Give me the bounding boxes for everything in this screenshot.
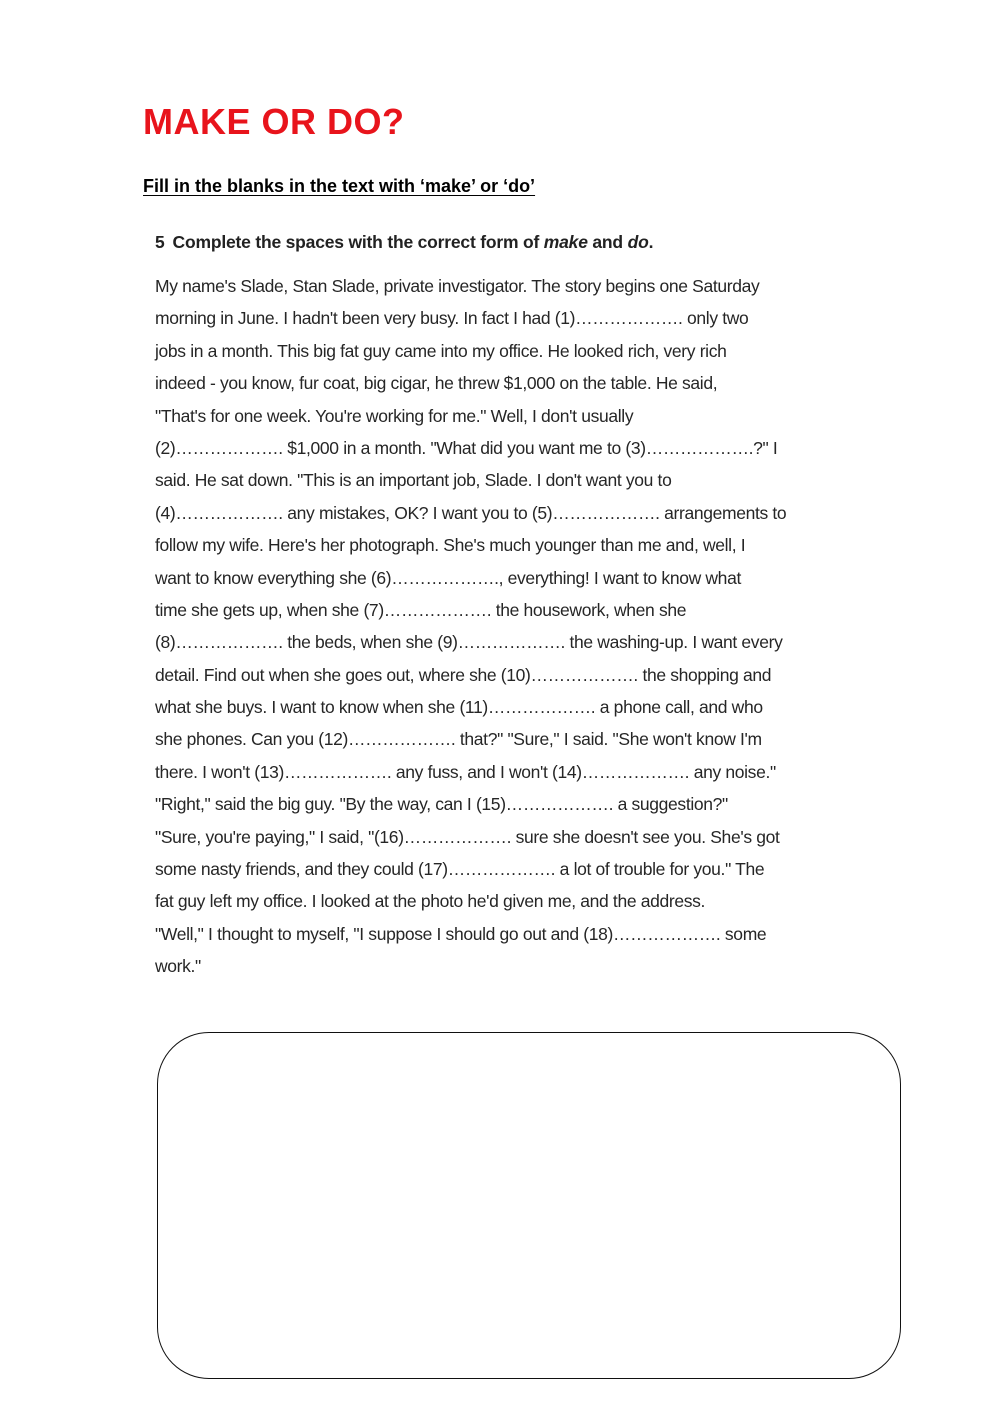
story-line: work." xyxy=(155,956,201,977)
story-line: (4)………………. any mistakes, OK? I want you to (5)………………. arrangements to xyxy=(155,502,787,523)
story-line: detail. Find out when she goes out, where she (10)………………. the shopping and xyxy=(155,664,772,685)
story-line: want to know everything she (6)………………., everything! I want to know what xyxy=(155,567,741,588)
story-line: some nasty friends, and they could (17)………………. a lot of trouble for you." The xyxy=(155,859,765,880)
story-line: (8)………………. the beds, when she (9)………………. the washing-up. I want every xyxy=(155,632,783,653)
story-line: "Well," I thought to myself, "I suppose I should go out and (18)………………. some xyxy=(155,923,767,944)
instruction-text: Fill in the blanks in the text with ‘make’ or ‘do’ xyxy=(143,176,536,196)
story-line: indeed - you know, fur coat, big cigar, he threw $1,000 on the table. He said, xyxy=(155,373,718,394)
story-text xyxy=(155,270,855,983)
answer-box[interactable] xyxy=(157,1032,901,1379)
exercise-heading-and: and xyxy=(587,232,628,252)
story-line: what she buys. I want to know when she (11)………………. a phone call, and who xyxy=(155,697,763,718)
exercise-heading-word-make: make xyxy=(543,232,588,252)
story-line: she phones. Can you (12)………………. that?" "Sure," I said. "She won't know I'm xyxy=(155,729,762,750)
story-line: follow my wife. Here's her photograph. She's much younger than me and, well, I xyxy=(155,535,746,556)
story-line: "Sure, you're paying," I said, "(16)………………. sure she doesn't see you. She's got xyxy=(155,826,780,847)
exercise-section xyxy=(155,229,855,983)
story-line: jobs in a month. This big fat guy came into my office. He looked rich, very rich xyxy=(155,340,727,361)
story-line: there. I won't (13)………………. any fuss, and I won't (14)………………. any noise." xyxy=(155,761,776,782)
exercise-number: 5 xyxy=(155,232,165,252)
story-line: "Right," said the big guy. "By the way, can I (15)………………. a suggestion?" xyxy=(155,794,728,815)
story-line: fat guy left my office. I looked at the photo he'd given me, and the address. xyxy=(155,891,706,912)
story-line: "That's for one week. You're working for me." Well, I don't usually xyxy=(155,405,634,426)
story-line: My name's Slade, Stan Slade, private investigator. The story begins one Saturday xyxy=(155,276,760,296)
story-line: morning in June. I hadn't been very busy. In fact I had (1)………………. only two xyxy=(155,308,749,329)
story-line: said. He sat down. "This is an important job, Slade. I don't want you to xyxy=(155,470,672,491)
exercise-heading-word-do: do xyxy=(627,232,649,252)
story-line: (2)………………. $1,000 in a month. "What did you want me to (3)……………….?" I xyxy=(155,437,778,458)
exercise-heading-period: . xyxy=(648,232,654,252)
exercise-heading xyxy=(155,229,855,256)
story-line: time she gets up, when she (7)………………. the housework, when she xyxy=(155,599,687,620)
exercise-heading-text: Complete the spaces with the correct form of xyxy=(172,232,544,252)
page-title: MAKE OR DO? xyxy=(143,101,405,142)
